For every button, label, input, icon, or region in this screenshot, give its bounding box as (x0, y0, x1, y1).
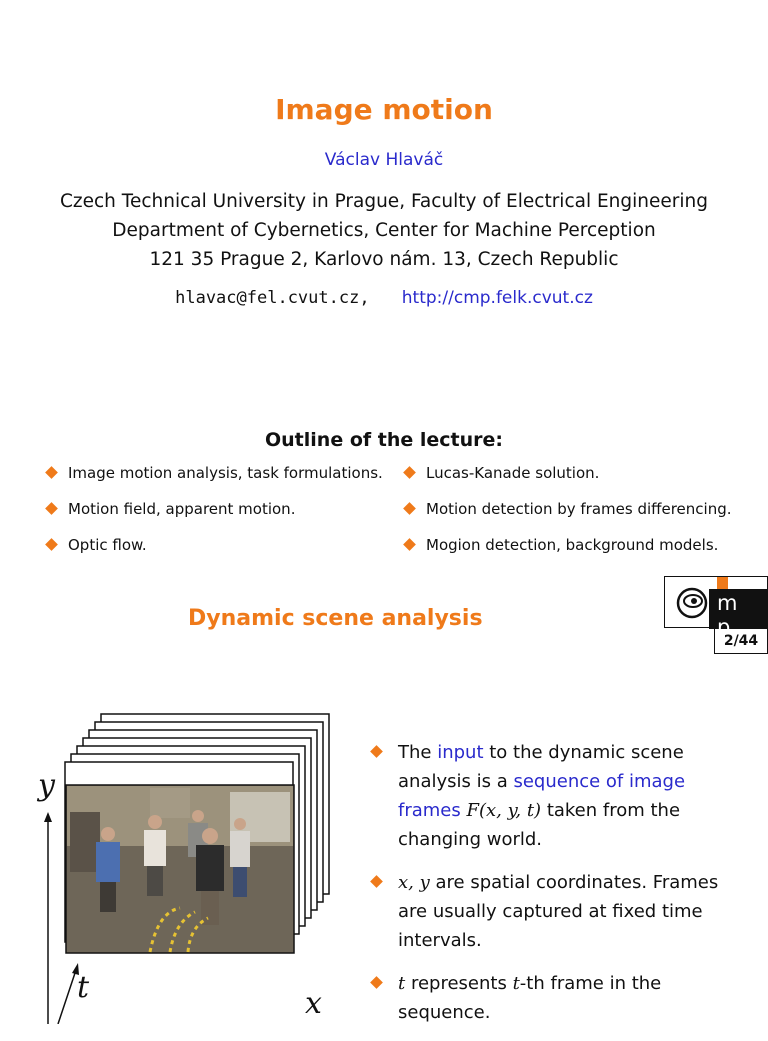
bullet-coordinates (370, 868, 750, 955)
outline-item (47, 536, 383, 572)
outline-item (405, 536, 732, 572)
outline-item (47, 500, 383, 536)
author-name: Václav Hlaváč (324, 150, 444, 170)
outline-item-text: Optic flow. (68, 536, 147, 554)
contact-line (0, 288, 768, 308)
website-link[interactable]: http://cmp.felk.cvut.cz (401, 288, 593, 308)
outline-item (405, 500, 732, 536)
bullet-text: The (398, 742, 438, 763)
outline-title: Outline of the lecture: (265, 429, 503, 451)
diamond-bullet-icon (45, 502, 58, 515)
axis-label-y: y (38, 768, 55, 803)
outline-item-text: Motion field, apparent motion. (68, 500, 296, 518)
diamond-bullet-icon (370, 976, 383, 989)
outline-left-column (47, 464, 383, 572)
video-frame-photo (66, 785, 294, 953)
outline-item (405, 464, 732, 500)
page-title: Image motion (275, 93, 493, 126)
formula-F: F(x, y, t) (466, 800, 542, 821)
bullet-input (370, 738, 750, 854)
diamond-bullet-icon (370, 745, 383, 758)
bullet-text: are spatial coordinates. Frames are usually captured at fixed time intervals. (398, 872, 719, 951)
diamond-bullet-icon (45, 538, 58, 551)
affiliation-line-1: Czech Technical University in Prague, Faculty of Electrical Engineering (60, 191, 708, 212)
outline-item (47, 464, 383, 500)
bullet-frame-index (370, 969, 750, 1027)
bullet-text: represents (405, 973, 513, 994)
formula-xy: x, y (398, 872, 430, 893)
outline-item-text: Image motion analysis, task formulations. (68, 464, 383, 482)
outline-right-column (405, 464, 732, 572)
outline-item-text: Motion detection by frames differencing. (426, 500, 732, 518)
formula-t: t (512, 973, 520, 994)
term-sequence: sequence of image frames (398, 771, 686, 821)
axis-label-t: t (77, 970, 90, 1005)
bullet-text: to the dynamic scene analysis is a (398, 742, 684, 792)
scene-analysis-bullets (370, 738, 750, 1041)
cmp-logo (664, 576, 768, 639)
formula-t: t (398, 973, 406, 994)
diamond-bullet-icon (403, 538, 416, 551)
outline-item-text: Mogion detection, background models. (426, 536, 719, 554)
diamond-bullet-icon (403, 466, 416, 479)
bullet-text: -th frame in the sequence. (398, 973, 662, 1023)
outline-item-text: Lucas-Kanade solution. (426, 464, 600, 482)
section-title: Dynamic scene analysis (188, 606, 483, 631)
diamond-bullet-icon (370, 875, 383, 888)
affiliation-line-2: Department of Cybernetics, Center for Machine Perception (112, 220, 656, 241)
affiliation-line-3: 121 35 Prague 2, Karlovo nám. 13, Czech Republic (149, 249, 619, 270)
axis-label-x: x (305, 986, 322, 1021)
bullet-text: taken from the changing world. (398, 800, 681, 850)
email-address: hlavac@fel.cvut.cz, (175, 288, 370, 308)
logo-text: m p (717, 591, 743, 639)
term-input: input (437, 742, 484, 763)
affiliation (0, 187, 768, 274)
diamond-bullet-icon (45, 466, 58, 479)
diamond-bullet-icon (403, 502, 416, 515)
page-number: 2/44 (714, 628, 768, 654)
frame-sequence-figure (30, 712, 340, 1024)
